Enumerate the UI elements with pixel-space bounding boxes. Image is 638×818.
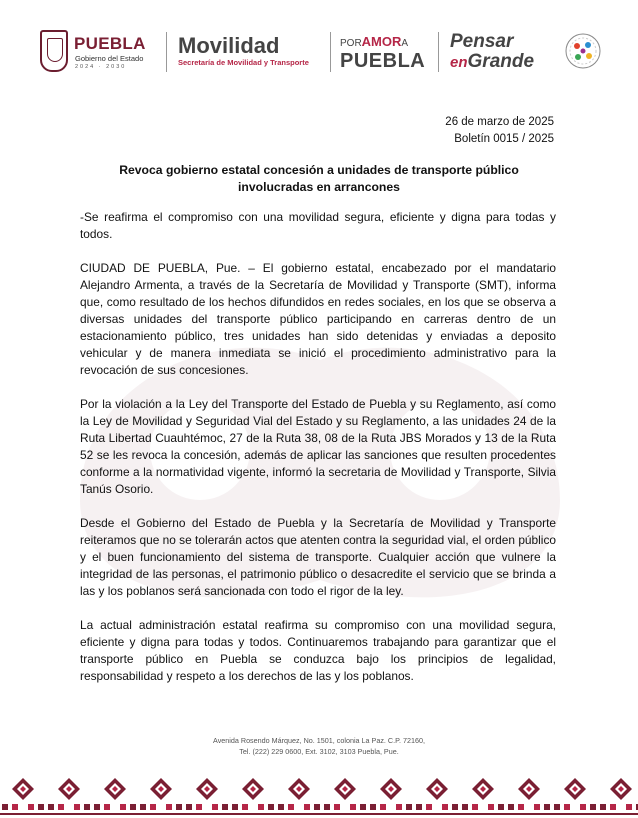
- date-block: [445, 114, 554, 148]
- paragraph: Por la violación a la Ley del Transporte del Estado de Puebla y su Reglamento, así como la Ley de Movilidad y Seguridad Vial del Estado y su Reglamento, a las unidades 24 de la Ruta Libertad Cuauhtémoc, 27 de la Ruta 38, 08 de la Ruta JBS Morados y 13 de la Ruta 52 se les revoca la concesión, además de aplicar las sanciones que resulten procedentes conforme a la normatividad vigente, informó la secretaria de Movilidad y Transporte, Silvia Tanús Osorio.: [80, 397, 556, 496]
- pensar-logo-en: en: [450, 54, 468, 71]
- decorative-border-pattern: [0, 774, 638, 818]
- por-amor-a-puebla-logo: [340, 36, 430, 72]
- logo-divider: [166, 32, 167, 72]
- amor-logo-puebla: PUEBLA: [340, 50, 426, 72]
- logo-divider: [330, 32, 331, 72]
- headline: Revoca gobierno estatal concesión a unidades de transporte público involucradas en arrancones: [119, 163, 519, 194]
- puebla-logo-subtitle: Gobierno del Estado: [75, 54, 144, 63]
- puebla-government-logo: [40, 30, 160, 74]
- footer-address: Avenida Rosendo Márquez, No. 1501, colonia La Paz. C.P. 72160,: [213, 736, 425, 745]
- amor-logo-a: A: [401, 38, 409, 49]
- paragraph: CIUDAD DE PUEBLA, Pue. – El gobierno estatal, encabezado por el mandatario Alejandro Armenta, a través de la Secretaría de Movilidad y Transporte (SMT), informa que, como resultado de los hechos difundidos en redes sociales, en los que se observa a diversas unidades del transporte público participando en carreras dentro de un estacionamiento público, tres unidades han sido detenidas y enviadas a deposito vehicular y de manera inmediata se inició el procedimiento administrativo para la revocación de sus concesiones.: [80, 261, 556, 377]
- header-logos: [40, 28, 600, 78]
- circular-badge-icon: [564, 32, 602, 70]
- movilidad-logo: [178, 34, 309, 67]
- logo-divider: [438, 32, 439, 72]
- amor-logo-amor: AMOR: [361, 34, 402, 49]
- footer-contact: [140, 735, 498, 757]
- footer-phone: Tel. (222) 229 0600, Ext. 3102, 3103 Puebla, Pue.: [239, 747, 399, 756]
- article-body: [80, 209, 556, 702]
- pensar-logo-grande: Grande: [467, 51, 535, 72]
- pensar-en-grande-logo: [450, 32, 560, 73]
- puebla-logo-years: 2024 · 2030: [75, 64, 127, 70]
- amor-logo-por: POR: [340, 38, 362, 49]
- paragraph: Desde el Gobierno del Estado de Puebla y la Secretaría de Movilidad y Transporte reiteramos que no se tolerarán actos que atenten contra la seguridad vial, el orden público y el buen funcionamiento del sistema de transporte. Cualquier acción que vulnere la integridad de las personas, el patrimonio público o desacredite el servicio que se brinda a las y los poblanos será sancionada con todo el rigor de la ley.: [80, 516, 556, 598]
- movilidad-logo-name: Movilidad: [178, 33, 280, 58]
- bulletin-number: Boletín 0015 / 2025: [454, 133, 554, 145]
- puebla-logo-name: PUEBLA: [74, 34, 146, 53]
- crest-icon: [40, 30, 68, 72]
- pensar-logo-line1: Pensar: [450, 31, 514, 52]
- paragraph-summary: -Se reafirma el compromiso con una movilidad segura, eficiente y digna para todas y todos.: [80, 210, 556, 241]
- movilidad-logo-subtitle: Secretaría de Movilidad y Transporte: [178, 58, 309, 67]
- paragraph: La actual administración estatal reafirma su compromiso con una movilidad segura, eficiente y digna para todas y todos. Continuaremos trabajando para garantizar que el transporte público en Puebla se conduzca bajo los principios de legalidad, responsabilidad y respeto a los derechos de las y los poblanos.: [80, 618, 556, 683]
- bulletin-date: 26 de marzo de 2025: [445, 116, 554, 128]
